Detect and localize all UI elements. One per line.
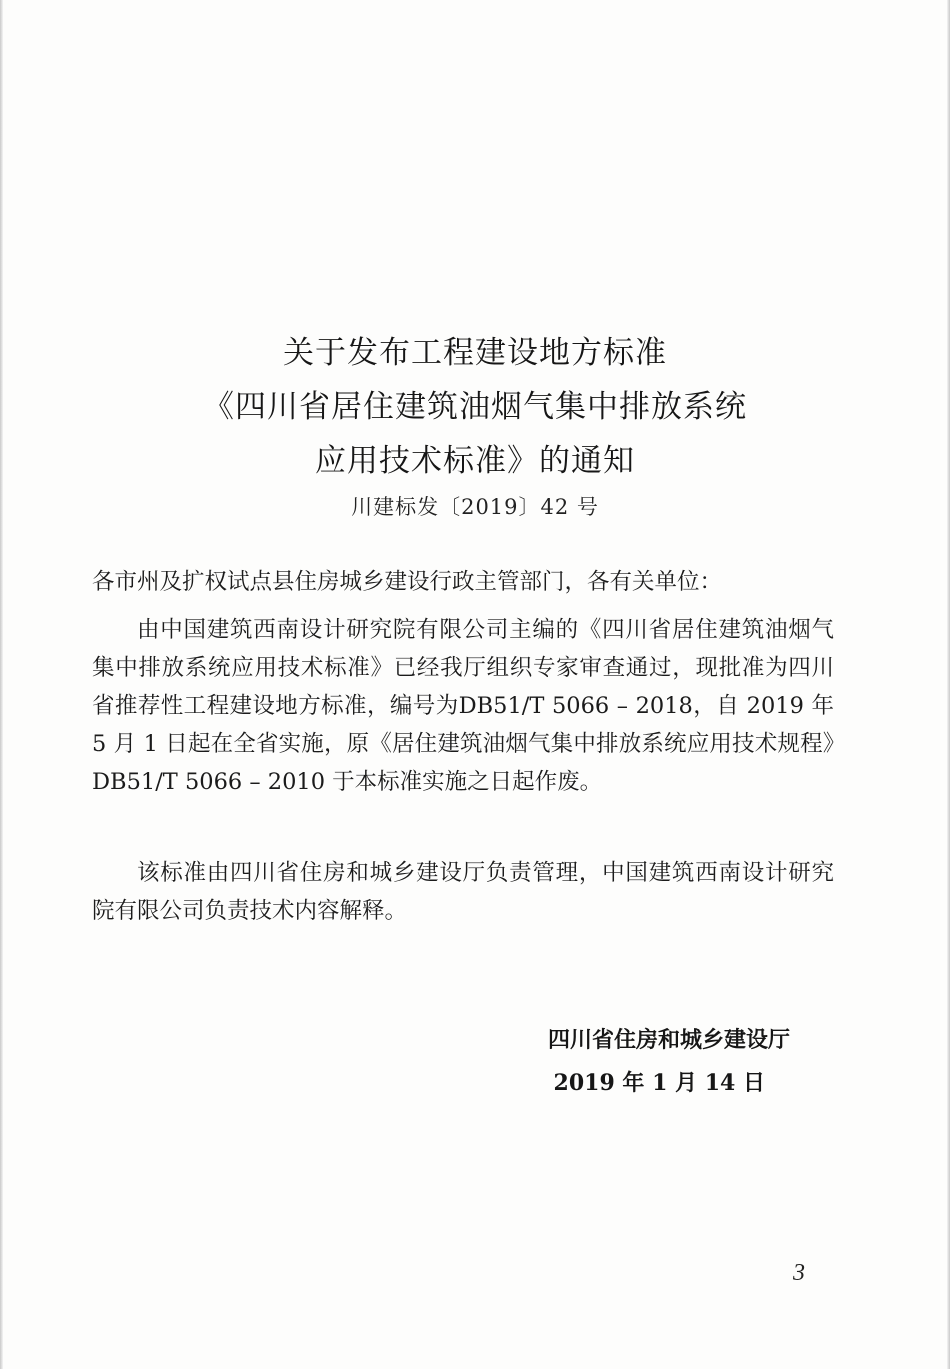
title-line-1: 关于发布工程建设地方标准	[283, 335, 667, 371]
title-line-3: 应用技术标准》的通知	[315, 443, 635, 479]
title-line-2: 《四川省居住建筑油烟气集中排放系统	[203, 389, 747, 425]
scan-edge-left	[0, 0, 3, 1369]
body-paragraph-1: 由中国建筑西南设计研究院有限公司主编的《四川省居住建筑油烟气集中排放系统应用技术标准》已经我厅组织专家审查通过，现批准为四川省推荐性工程建设地方标准，编号为DB51/T 5066 – 2018，自 2019 年 5 月 1 日起在全省实施，原《居住建筑油烟气集中排放系统应用技术规程》DB51/T 5066 – 2010 于本标准实施之日起作废。	[92, 617, 834, 795]
body-paragraph-2: 该标准由四川省住房和城乡建设厅负责管理，中国建筑西南设计研究院有限公司负责技术内容解释。	[92, 860, 834, 924]
signature-date: 2019 年 1 月 14 日	[553, 1070, 765, 1096]
document-number: 川建标发〔2019〕42 号	[351, 495, 599, 519]
addressee: 各市州及扩权试点县住房城乡建设行政主管部门，各有关单位：	[92, 569, 723, 595]
signature-organization: 四川省住房和城乡建设厅	[547, 1028, 790, 1053]
page-number: 3	[793, 1260, 805, 1286]
